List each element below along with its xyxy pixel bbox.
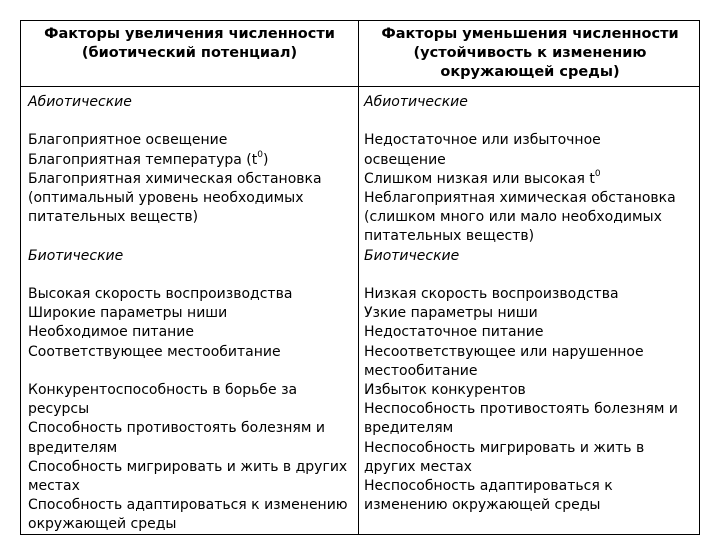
left-biotic-line: Способность адаптироваться к изменению [28,497,348,514]
right-abiotic-line: питательных веществ) [364,228,535,245]
temp-suffix: ) [262,151,269,168]
right-header-line: Факторы уменьшения численности [381,26,679,42]
right-biotic-line: Избыток конкурентов [364,382,526,399]
left-biotic-line: Соответствующее местообитание [28,343,281,360]
right-column-header [359,25,701,82]
left-biotic-line: ресурсы [28,401,90,418]
left-biotic-line: Широкие параметры ниши [28,305,228,322]
left-abiotic-line [28,151,348,170]
left-abiotic-line: Благоприятная химическая обстановка [28,170,322,187]
temp-superscript: 0 [257,149,263,160]
left-biotic-line: Необходимое питание [28,324,195,341]
right-biotic-title: Биотические [364,247,460,264]
left-biotic-line: местах [28,478,80,494]
right-abiotic-line [364,170,678,189]
right-abiotic-title: Абиотические [364,94,468,110]
right-biotic-line: Неспособность противостоять болезням и [364,401,678,418]
right-biotic-line: Недостаточное питание [364,324,544,341]
factors-table [20,20,700,535]
left-biotic-line: вредителям [28,439,118,456]
left-abiotic-line: (оптимальный уровень необходимых [28,190,304,206]
left-biotic-title: Биотические [28,247,124,264]
left-abiotic-line-text: Благоприятная температура (t [28,151,258,168]
left-biotic-line: Способность противостоять болезням и [28,420,325,437]
right-biotic-line: изменению окружающей среды [364,497,601,514]
right-header-line: (устойчивость к изменению [413,45,647,61]
right-biotic-line: Низкая скорость воспроизводства [364,286,619,302]
right-biotic-line: Узкие параметры ниши [364,305,538,322]
right-biotic-line: Неспособность адаптироваться к [364,478,613,495]
column-divider [358,21,359,534]
right-abiotic-line: Неблагоприятная химическая обстановка [364,190,676,206]
temp-superscript: 0 [594,169,601,180]
right-biotic-line: вредителям [364,420,454,437]
left-biotic-line: Высокая скорость воспроизводства [28,285,293,302]
left-column-body [28,93,348,535]
left-header-line: (биотический потенциал) [81,45,298,61]
right-abiotic-line: Недостаточное или избыточное [364,132,601,149]
right-abiotic-line: (слишком много или мало необходимых [364,209,662,226]
right-header-line: окружающей среды) [440,64,620,80]
right-abiotic-line-text: Слишком низкая или высокая t [364,170,595,187]
left-abiotic-title: Абиотические [28,94,132,110]
right-biotic-line: других местах [364,458,472,475]
right-biotic-line: Неспособность мигрировать и жить в [364,439,645,456]
left-biotic-line: Способность мигрировать и жить в других [28,458,348,475]
left-abiotic-line: Благоприятное освещение [28,132,228,149]
left-column-header [21,25,358,63]
right-biotic-line: местообитание [364,362,478,379]
left-biotic-line: окружающей среды [28,516,177,533]
right-column-body [364,93,678,515]
right-abiotic-line: освещение [364,151,446,168]
left-abiotic-line: питательных веществ) [28,209,199,226]
left-header-line: Факторы увеличения численности [44,26,335,42]
header-divider [21,86,699,87]
right-biotic-line: Несоответствующее или нарушенное [364,343,644,360]
left-biotic-line: Конкурентоспособность в борьбе за [28,381,298,398]
